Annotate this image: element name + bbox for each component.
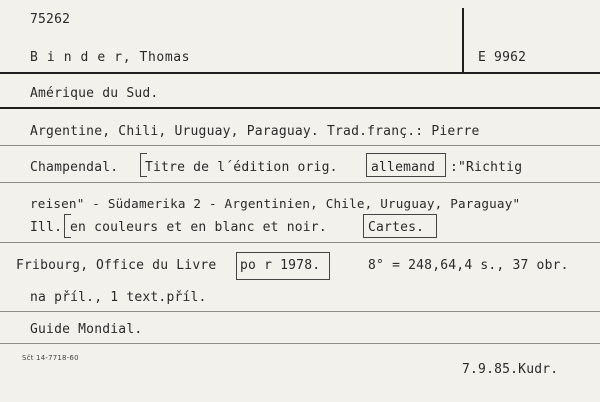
desc-line-5b: Office du Livre — [96, 258, 217, 273]
desc-line-1: Argentine, Chili, Uruguay, Paraguay. Trad.franç.: Pierre — [30, 124, 480, 139]
desc-line-4a: Ill. — [30, 220, 63, 235]
header-rule — [0, 72, 600, 74]
ruled-line — [0, 343, 600, 344]
desc-line-5a: Fribourg, — [16, 258, 89, 273]
ruled-line — [0, 182, 600, 183]
series-note: Guide Mondial. — [30, 322, 143, 337]
call-number: 75262 — [30, 12, 71, 27]
desc-line-4b: en couleurs et en blanc et noir. — [70, 220, 327, 235]
title-rule — [0, 107, 600, 109]
shelf-mark: E 9962 — [478, 50, 527, 65]
title: Amérique du Sud. — [30, 86, 159, 101]
desc-line-2a: Champendal. — [30, 160, 119, 175]
desc-line-2c: allemand — [371, 160, 436, 175]
printer-code: Sčt 14-7718-60 — [22, 354, 79, 362]
desc-line-5c: po r 1978. — [240, 258, 321, 273]
date-signature: 7.9.85.Kudr. — [462, 362, 559, 377]
desc-line-5d: 8° = 248,64,4 s., 37 obr. — [368, 258, 569, 273]
ruled-line — [0, 311, 600, 312]
author: B i n d e r, Thomas — [30, 50, 191, 65]
desc-line-2d: :"Richtig — [450, 160, 523, 175]
header-divider — [462, 8, 464, 72]
desc-line-2b: Titre de l´édition orig. — [145, 160, 338, 175]
desc-line-3: reisen" - Südamerika 2 - Argentinien, Chile, Uruguay, Paraguay" — [30, 196, 521, 211]
desc-line-6: na příl., 1 text.příl. — [30, 290, 207, 305]
ruled-line — [0, 242, 600, 243]
desc-line-4c: Cartes. — [368, 220, 425, 235]
ruled-line — [0, 145, 600, 146]
